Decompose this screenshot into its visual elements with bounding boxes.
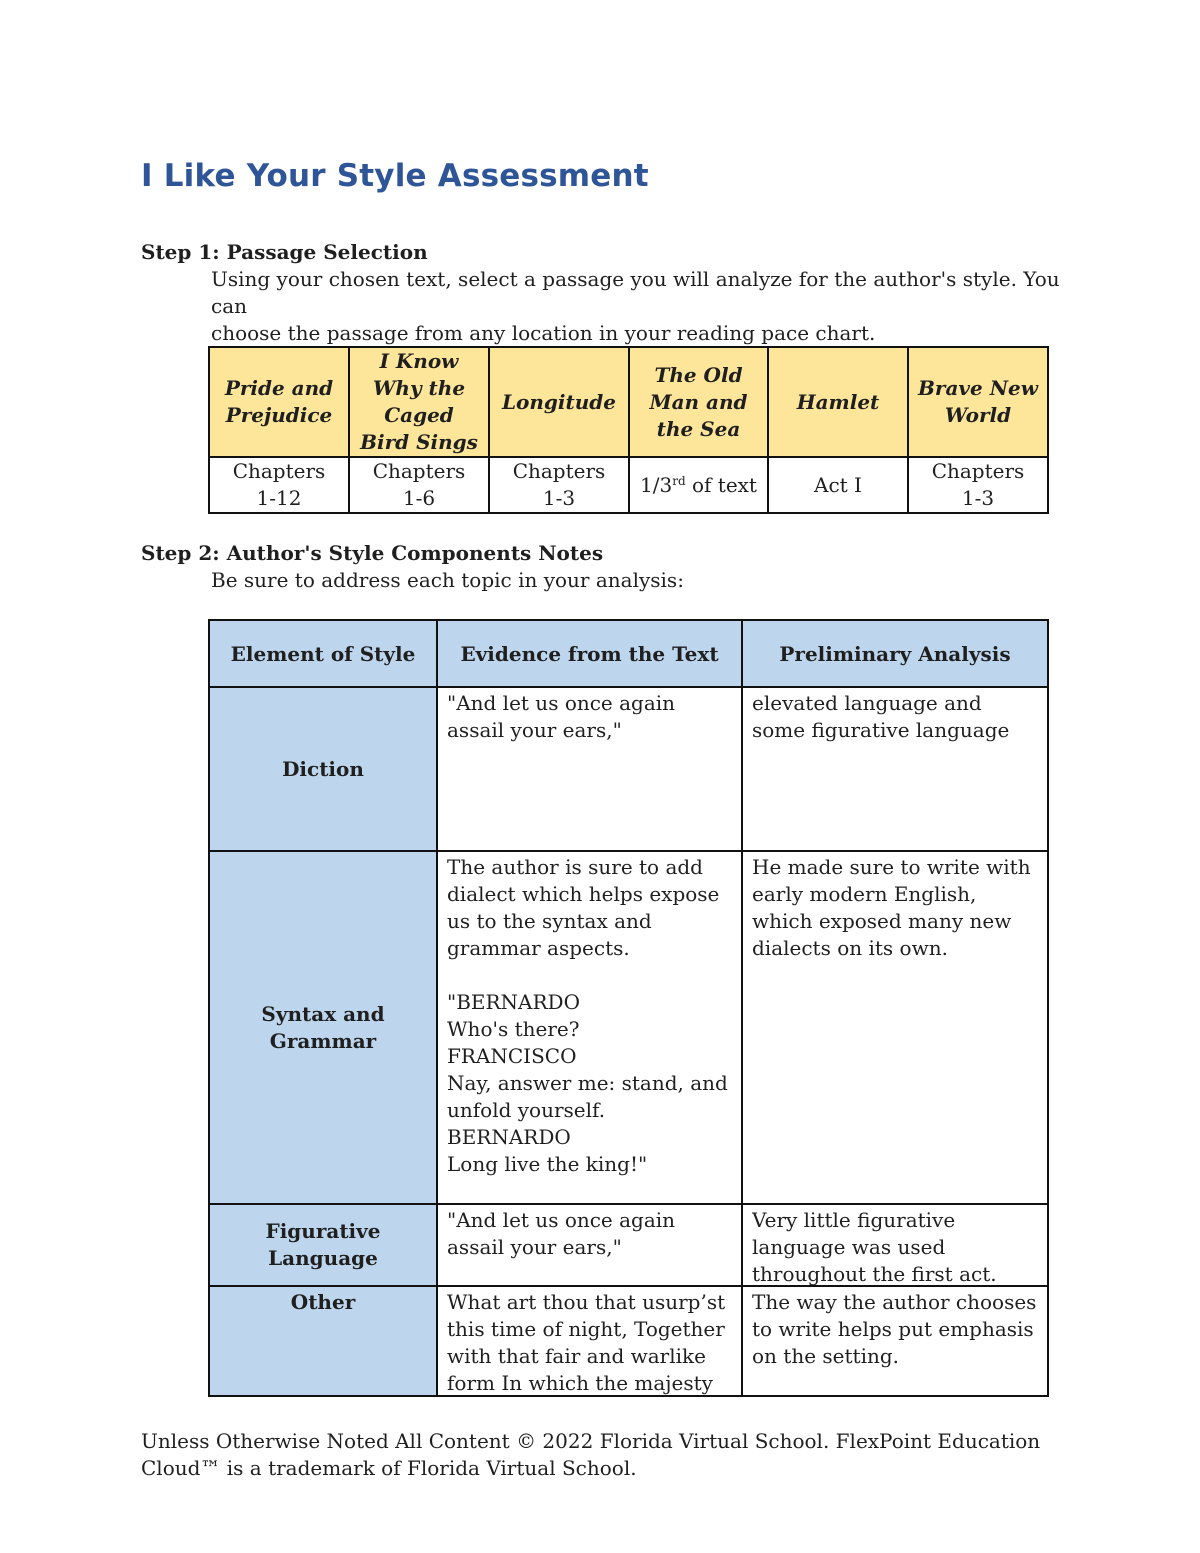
element-label-syntax-grammar: Syntax and Grammar bbox=[209, 851, 437, 1204]
table-row bbox=[209, 687, 1048, 851]
analysis-cell bbox=[742, 1286, 1048, 1396]
footer-line2: Cloud™ is a trademark of Florida Virtual School. bbox=[141, 1456, 637, 1480]
footer-line1: Unless Otherwise Noted All Content © 2022 Florida Virtual School. FlexPoint Education bbox=[141, 1429, 1041, 1453]
book-title-caged-bird: I Know Why the Caged Bird Sings bbox=[349, 347, 489, 457]
analysis-text: He made sure to write with early modern English, which exposed many new dialects on its own. bbox=[752, 855, 1031, 960]
range-hamlet: Act I bbox=[768, 457, 908, 513]
table-row bbox=[209, 851, 1048, 1204]
evidence-text: "And let us once again assail your ears," bbox=[447, 691, 676, 742]
table-row bbox=[209, 1286, 1048, 1396]
evidence-quote: "BERNARDO Who's there? FRANCISCO Nay, answer me: stand, and unfold yourself. BERNARDO Long live the king!" bbox=[447, 990, 728, 1176]
book-title-old-man-and-the-sea: The Old Man and the Sea bbox=[629, 347, 768, 457]
step1-heading: Step 1: Passage Selection bbox=[141, 240, 428, 264]
analysis-text: The way the author chooses to write helps put emphasis on the setting. bbox=[752, 1290, 1037, 1368]
book-title-hamlet: Hamlet bbox=[768, 347, 908, 457]
style-components-table bbox=[208, 619, 1049, 1397]
evidence-cell bbox=[437, 851, 742, 1204]
range-suffix: of text bbox=[685, 472, 757, 497]
analysis-text: elevated language and some figurative language bbox=[752, 691, 1010, 742]
table-row bbox=[209, 1204, 1048, 1286]
evidence-cell bbox=[437, 1286, 742, 1396]
range-pride-and-prejudice: Chapters 1-12 bbox=[209, 457, 349, 513]
evidence-cell bbox=[437, 687, 742, 851]
book-title-row bbox=[209, 347, 1048, 457]
header-element-of-style: Element of Style bbox=[209, 620, 437, 687]
reading-range-row bbox=[209, 457, 1048, 513]
step1-text-line1: Using your chosen text, select a passage you will analyze for the author's style. You can bbox=[211, 267, 1060, 318]
book-title-brave-new-world: Brave New World bbox=[908, 347, 1048, 457]
book-title-pride-and-prejudice: Pride and Prejudice bbox=[209, 347, 349, 457]
analysis-cell bbox=[742, 687, 1048, 851]
range-fraction: 1/3 bbox=[640, 472, 673, 497]
step1-text-line2: choose the passage from any location in your reading pace chart. bbox=[211, 321, 876, 345]
range-caged-bird: Chapters 1-6 bbox=[349, 457, 489, 513]
range-longitude: Chapters 1-3 bbox=[489, 457, 629, 513]
evidence-text: "And let us once again assail your ears," bbox=[447, 1208, 676, 1259]
element-label-figurative-language: Figurative Language bbox=[209, 1204, 437, 1286]
range-old-man-and-the-sea bbox=[629, 457, 768, 513]
page-title: I Like Your Style Assessment bbox=[141, 158, 649, 194]
range-brave-new-world: Chapters 1-3 bbox=[908, 457, 1048, 513]
header-evidence: Evidence from the Text bbox=[437, 620, 742, 687]
evidence-cell bbox=[437, 1204, 742, 1286]
copyright-footer bbox=[141, 1428, 1041, 1482]
step1-instructions bbox=[211, 266, 1081, 347]
header-analysis: Preliminary Analysis bbox=[742, 620, 1048, 687]
analysis-cell bbox=[742, 1204, 1048, 1286]
element-label-diction: Diction bbox=[209, 687, 437, 851]
step2-instructions: Be sure to address each topic in your analysis: bbox=[211, 568, 684, 592]
element-label-other: Other bbox=[209, 1286, 437, 1396]
style-table-header-row bbox=[209, 620, 1048, 687]
step2-heading: Step 2: Author's Style Components Notes bbox=[141, 541, 604, 565]
analysis-text: Very little figurative language was used throughout the first act. bbox=[752, 1208, 997, 1285]
evidence-text: What art thou that usurp’st this time of night, Together with that fair and warlike form In which the majesty bbox=[447, 1290, 726, 1395]
evidence-text: The author is sure to add dialect which helps expose us to the syntax and grammar aspects. bbox=[447, 855, 720, 960]
reading-pace-table bbox=[208, 346, 1049, 514]
book-title-longitude: Longitude bbox=[489, 347, 629, 457]
range-ordinal-suffix: rd bbox=[672, 473, 686, 488]
analysis-cell bbox=[742, 851, 1048, 1204]
